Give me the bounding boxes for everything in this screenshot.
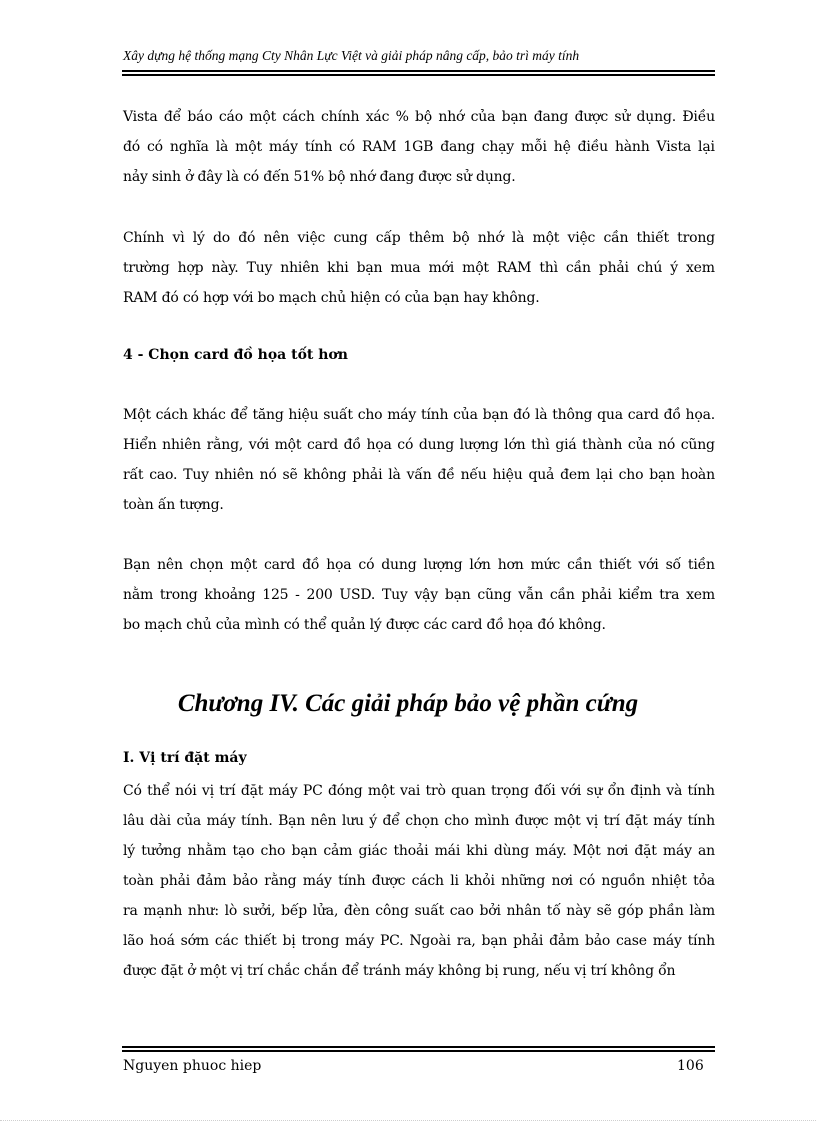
text-line: Bạn nên chọn một card đồ họa có dung lượng lớn hơn mức cần thiết với số tiền [123,557,715,573]
text-line: nằm trong khoảng 125 - 200 USD. Tuy vậy bạn cũng vẫn cần phải kiểm tra xem [123,587,715,603]
text-line: trường hợp này. Tuy nhiên khi bạn mua mới một RAM thì cần phải chú ý xem [123,260,715,276]
text-line: lý tưởng nhằm tạo cho bạn cảm giác thoải mái khi dùng máy. Một nơi đặt máy an [123,843,715,859]
text-line: được đặt ở một vị trí chắc chắn để tránh máy không bị rung, nếu vị trí không ổn [123,963,676,979]
text-line: RAM đó có hợp với bo mạch chủ hiện có của bạn hay không. [123,290,540,306]
paragraph-add-memory [123,223,715,313]
section-heading-graphics-card: 4 - Chọn card đồ họa tốt hơn [123,347,348,363]
text-line: Có thể nói vị trí đặt máy PC đóng một vai trò quan trọng đối với sự ổn định và tính [123,783,715,799]
text-line: đó có nghĩa là một máy tính có RAM 1GB đang chạy mỗi hệ điều hành Vista lại [123,139,715,155]
text-line: nảy sinh ở đây là có đến 51% bộ nhớ đang được sử dụng. [123,169,516,185]
text-line: rất cao. Tuy nhiên nó sẽ không phải là vấn đề nếu hiệu quả đem lại cho bạn hoàn [123,467,715,483]
text-line: lão hoá sớm các thiết bị trong máy PC. Ngoài ra, bạn phải đảm bảo case máy tính [123,933,715,949]
header-rule-bottom [122,74,715,76]
paragraph-graphics-card [123,400,715,520]
text-line: Chính vì lý do đó nên việc cung cấp thêm bộ nhớ là một việc cần thiết trong [123,230,715,246]
text-line: Vista để báo cáo một cách chính xác % bộ nhớ của bạn đang được sử dụng. Điều [123,109,715,125]
text-line: Hiển nhiên rằng, với một card đồ họa có dung lượng lớn thì giá thành của nó cũng [123,437,715,453]
page-number: 106 [677,1058,704,1074]
text-line: Một cách khác để tăng hiệu suất cho máy tính của bạn đó là thông qua card đồ họa. [123,407,715,423]
section-heading-machine-location: I. Vị trí đặt máy [123,750,247,766]
paragraph-vista-memory [123,102,715,192]
chapter-title: Chương IV. Các giải pháp bảo vệ phần cứng [177,690,639,717]
text-line: toàn phải đảm bảo rằng máy tính được cách li khỏi những nơi có nguồn nhiệt tỏa [123,873,715,889]
text-line: bo mạch chủ của mình có thể quản lý được các card đồ họa đó không. [123,617,606,633]
footer-rule-top [122,1046,715,1048]
running-header: Xây dựng hệ thống mạng Cty Nhân Lực Việt và giải pháp nâng cấp, bảo trì máy tính [123,48,580,63]
paragraph-choose-card [123,550,715,640]
footer-rule-bottom [122,1050,715,1052]
footer-author: Nguyen phuoc hiep [123,1058,262,1074]
page-edge-divider [0,1120,816,1121]
paragraph-machine-location [123,776,715,986]
header-rule-top [122,70,715,72]
text-line: lâu dài của máy tính. Bạn nên lưu ý để chọn cho mình được một vị trí đặt máy tính [123,813,715,829]
text-line: ra mạnh như: lò sưởi, bếp lửa, đèn công suất cao bởi nhân tố này sẽ góp phần làm [123,903,715,919]
text-line: toàn ấn tượng. [123,497,224,513]
